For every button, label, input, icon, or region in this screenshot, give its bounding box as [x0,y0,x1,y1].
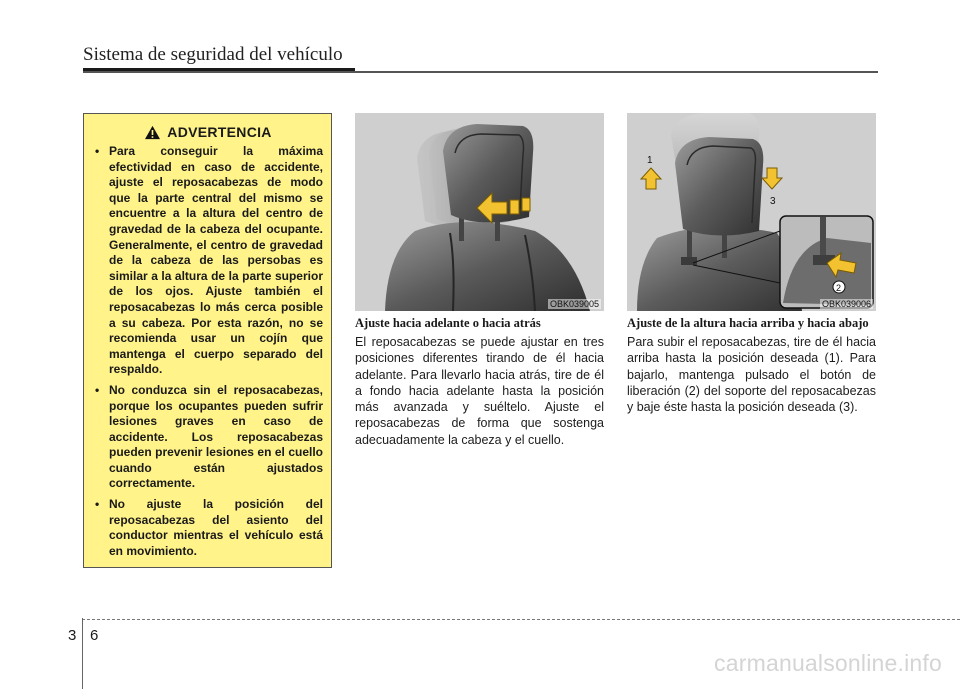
section-body: Para subir el reposacabezas, tire de él hacia arriba hasta la posición deseada (1). Para bajarlo, mantenga pulsado el botón de liberación (2) del soporte del reposacabezas y baje éste hasta la posición deseada (3). [627,335,876,415]
warning-list [93,144,323,559]
headrest-height-figure [627,113,876,311]
section-title: Ajuste hacia adelante o hacia atrás [355,316,541,330]
warning-item: • No ajuste la posición del reposacabezas del asiento del conductor mientras el vehículo está en movimiento. [93,497,323,559]
figure-code: OBK039006 [821,299,871,309]
warning-box [83,113,332,568]
warning-icon [144,125,161,140]
label-3: 3 [770,196,776,207]
warning-title: ADVERTENCIA [167,124,272,140]
headrest-height-illustration [627,113,876,311]
header-rule [83,71,878,73]
label-2: 2 [836,283,842,293]
headrest-forward-figure [355,113,604,311]
warning-header [93,124,323,140]
section-body: El reposacabezas se puede ajustar en tres posiciones diferentes tirando de él hacia adelante. Para llevarlo hacia atrás, tire de él a fondo hacia adelante hasta la posición más avanzada y suéltelo. Ajuste el reposacabezas de forma que sostenga adecuadamente la cabeza y el cuello. [355,335,604,447]
section-title: Ajuste de la altura hacia arriba y hacia abajo [627,316,869,330]
chapter-number: 3 [68,627,77,644]
page-header-title: Sistema de seguridad del vehículo [83,44,343,65]
warning-item: • No conduzca sin el reposacabezas, porque los ocupantes pueden sufrir lesiones graves en caso de accidente. Los reposacabezas pueden prevenir lesiones en el cuello cuando están ajustados correctamente. [93,383,323,492]
section-height [627,316,876,415]
watermark: carmanualsonline.info [714,650,942,676]
label-1: 1 [647,155,653,166]
footer-divider [82,618,83,689]
page-number: 6 [90,627,99,644]
section-forward-backward [355,316,604,448]
figure-code: OBK039005 [549,299,599,309]
warning-item: • Para conseguir la máxima efectividad en caso de accidente, ajuste el reposacabezas de modo que la parte central del mismo se encuentre a la altura del centro de gravedad de la cabeza del ocupante. Generalmente, el centro de gravedad de la cabeza de las persobas es similar a la altura de la parte superior de los ojos. Ajuste también el reposacabezas lo más cerca posible a su cabeza. Por esta razón, no se recomienda usar un cojín que mantenga el cuerpo separado del respaldo. [93,144,323,378]
footer-rule [82,619,960,620]
headrest-forward-illustration [355,113,604,311]
